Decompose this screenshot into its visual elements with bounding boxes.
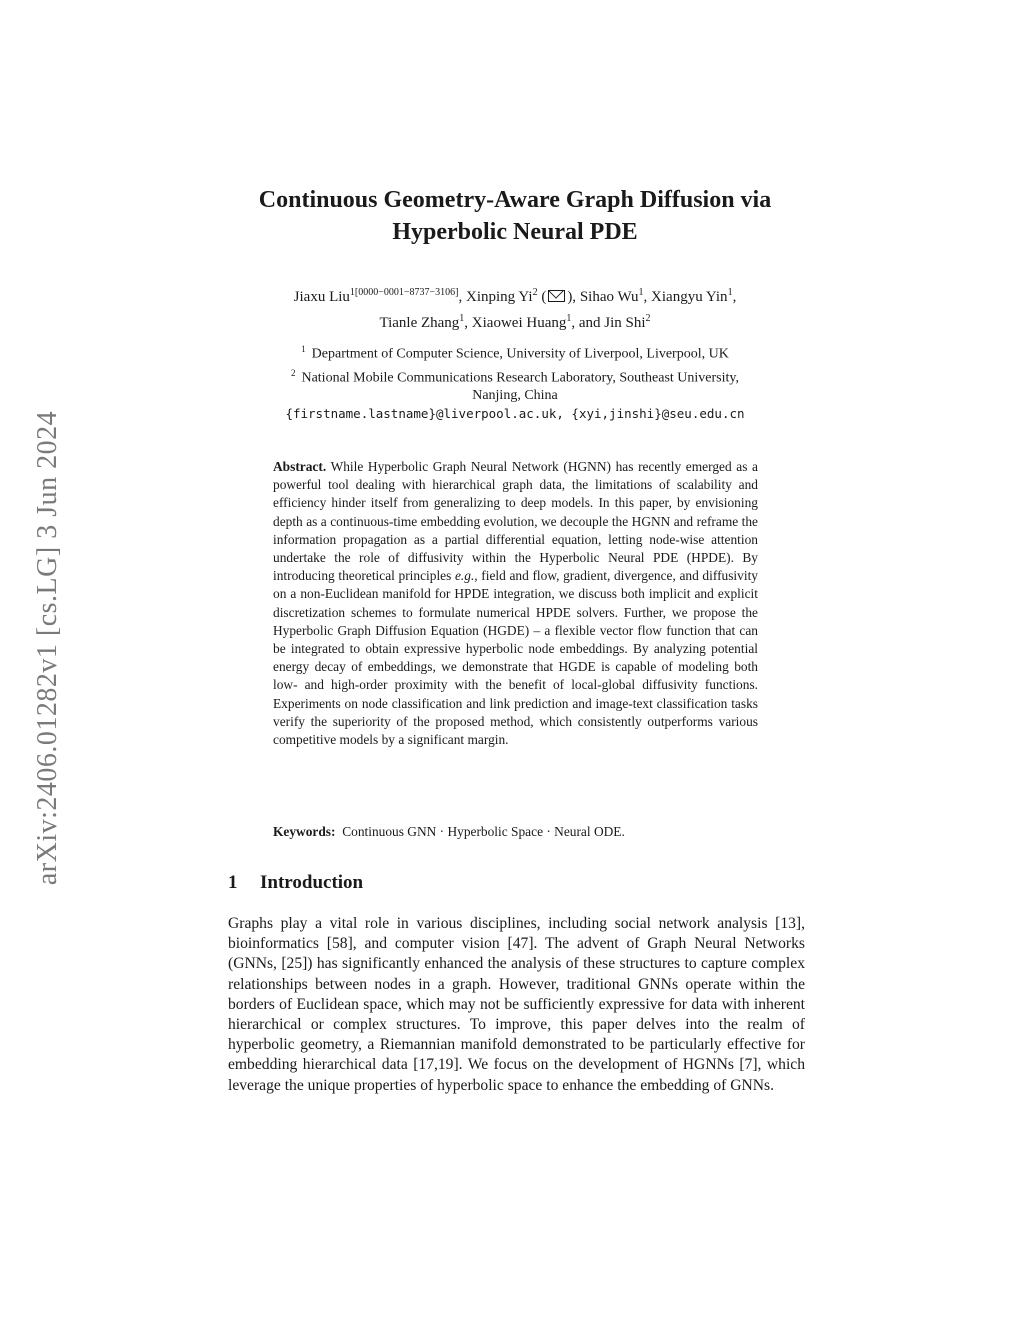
author-name: , Xiaowei Huang <box>464 315 567 331</box>
author-emails: {firstname.lastname}@liverpool.ac.uk, {xyi,jinshi}@seu.edu.cn <box>285 406 745 422</box>
section-number: 1 <box>228 872 238 893</box>
abstract-text: While Hyperbolic Graph Neural Network (HGNN) has recently emerged as a powerful tool dealing with hierarchical graph data, the limitations of scalability and efficiency hinder itself from generalizing to deep models. In this paper, by envisioning depth as a continuous-time embedding evolution, we decouple the HGNN and reframe the information propagation as a partial differential equation, letting node-wise attention undertake the role of diffusivity within the Hyperbolic Neural PDE (HPDE). By introducing theoretical principles <box>273 459 758 584</box>
author-affil-mark: 1 <box>727 287 733 298</box>
author-name: Sihao Wu <box>579 289 639 305</box>
affiliations <box>210 340 820 423</box>
arxiv-identifier-stamp: arXiv:2406.01282v1 [cs.LG] 3 Jun 2024 <box>32 410 63 886</box>
author-name: Tianle Zhang <box>379 315 460 331</box>
author-separator: ), <box>567 289 580 305</box>
intro-paragraph: Graphs play a vital role in various disciplines, including social network analysis [13], bioinformatics [58], and computer vision [47]. The advent of Graph Neural Networks (GNNs, [25]) has significantly enhanced the analysis of these structures to capture complex relationships between nodes in a graph. However, traditional GNNs operate within the borders of Euclidean space, which may not be sufficiently expressive for data with inherent hierarchical or complex structures. To improve, this paper delves into the realm of hyperbolic geometry, a Riemannian manifold demonstrated to be particularly effective for embedding hierarchical data [17,19]. We focus on the development of HGNNs [7], which leverage the unique properties of hyperbolic space to enhance the embedding of GNNs. <box>228 915 805 1094</box>
author-separator: , <box>732 289 737 305</box>
affiliation-mark: 1 <box>301 344 306 354</box>
affiliation-text: Department of Computer Science, University of Liverpool, Liverpool, UK <box>311 346 729 362</box>
abstract-text: field and flow, gradient, divergence, and diffusivity on a non-Euclidean manifold for HPDE integration, we discuss both implicit and explicit discretization schemes to formulate numerical HPDE solvers. Further, we propose the Hyperbolic Graph Diffusion Equation (HGDE) – a flexible vector flow function that can be integrated to obtain expressive hyperbolic node embeddings. By analyzing potential energy decay of embeddings, we demonstrate that HGDE is capable of modeling both low- and high-order proximity with the benefit of local-global diffusivity functions. Experiments on node classification and link prediction and image-text classification tasks verify the superiority of the proposed method, which consistently outperforms various competitive models by a significant margin. <box>273 568 758 748</box>
affiliation-2-city: Nanjing, China <box>472 388 558 404</box>
title-line-2: Hyperbolic Neural PDE <box>392 219 638 245</box>
keywords <box>273 823 758 841</box>
affiliation-2 <box>210 364 820 388</box>
title-line-1: Continuous Geometry-Aware Graph Diffusion via <box>258 187 772 213</box>
affiliation-1 <box>210 340 820 364</box>
author-name: , and Jin Shi <box>571 315 646 331</box>
author-name: , Xiangyu Yin <box>643 289 728 305</box>
author-affil-mark: 2 <box>532 287 538 298</box>
author-affil-mark: 2 <box>645 313 651 324</box>
keywords-label: Keywords: <box>273 824 336 839</box>
author-separator: ( <box>537 289 547 305</box>
abstract-emphasis: e.g., <box>454 568 478 584</box>
author-orcid: 1[0000−0001−8737−3106] <box>349 287 459 298</box>
affiliation-mark: 2 <box>290 367 296 378</box>
author-affil-mark: 1 <box>459 313 465 324</box>
keywords-text: Continuous GNN · Hyperbolic Space · Neural ODE. <box>342 824 625 839</box>
author-affil-mark: 1 <box>638 287 644 298</box>
abstract <box>273 458 758 749</box>
section-title: Introduction <box>260 872 364 893</box>
affiliation-text: National Mobile Communications Research Laboratory, Southeast University, <box>301 370 740 386</box>
envelope-icon <box>548 290 565 302</box>
section-heading <box>228 872 363 894</box>
author-list <box>200 282 830 334</box>
author-affil-mark: 1 <box>566 313 572 324</box>
author-name: , Xinping Yi <box>458 289 533 305</box>
abstract-label: Abstract. <box>273 459 327 474</box>
paper-title <box>160 184 870 248</box>
author-name: Jiaxu Liu <box>293 289 350 305</box>
